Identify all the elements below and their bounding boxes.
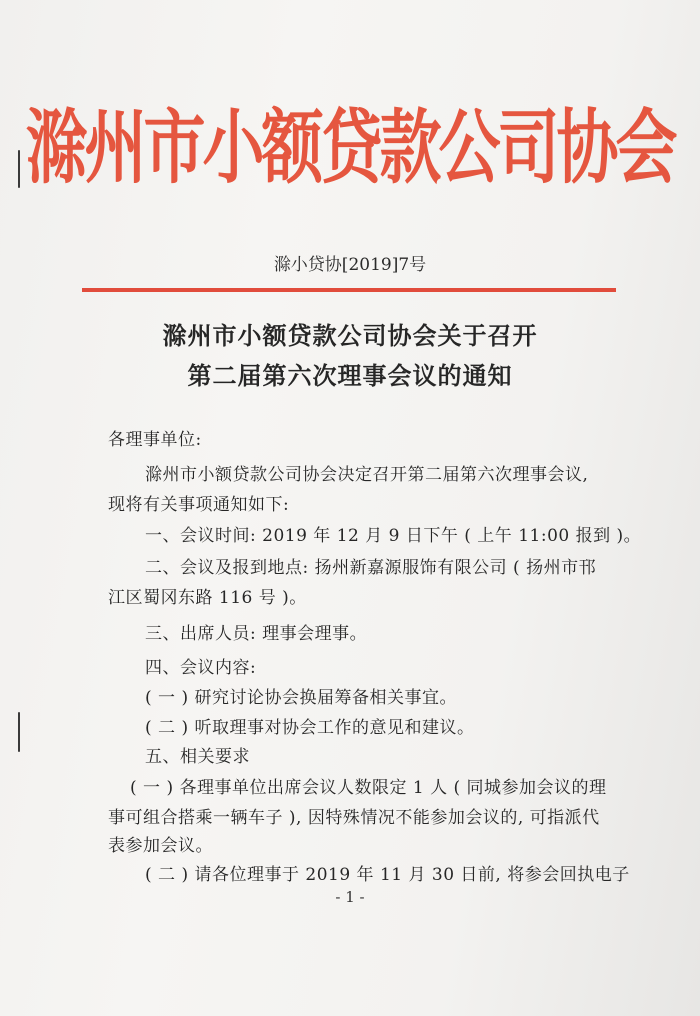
body-line: 三、出席人员: 理事会理事。	[145, 624, 368, 644]
body-line: 现将有关事项通知如下:	[108, 495, 290, 515]
body-line: 事可组合搭乘一辆车子 ), 因特殊情况不能参加会议的, 可指派代	[108, 808, 600, 828]
body-line: 滁州市小额贷款公司协会决定召开第二届第六次理事会议,	[145, 465, 589, 485]
body-line: ( 二 ) 请各位理事于 2019 年 11 月 30 日前, 将参会回执电子	[145, 865, 630, 885]
salutation: 各理事单位:	[108, 430, 202, 450]
body-line: 江区蜀冈东路 116 号 )。	[108, 588, 307, 608]
document-number: 滁小贷协[2019]7号	[273, 255, 427, 275]
notice-title-line-2: 第二届第六次理事会议的通知	[187, 361, 513, 390]
body-line: 五、相关要求	[145, 747, 250, 767]
body-line: 表参加会议。	[108, 836, 213, 856]
notice-title-line-1: 滁州市小额贷款公司协会关于召开	[162, 321, 538, 350]
body-line: ( 一 ) 各理事单位出席会议人数限定 1 人 ( 同城参加会议的理	[130, 778, 607, 798]
masthead-org-name: 滁州市小额贷款公司协会	[25, 100, 675, 196]
red-header-rule	[82, 288, 616, 292]
binding-hole-mark-bottom	[18, 712, 20, 752]
body-line: 二、会议及报到地点: 扬州新嘉源服饰有限公司 ( 扬州市邗	[145, 558, 597, 578]
body-line: ( 二 ) 听取理事对协会工作的意见和建议。	[145, 718, 475, 738]
body-line: ( 一 ) 研究讨论协会换届筹备相关事宜。	[145, 688, 457, 708]
body-line: 四、会议内容:	[145, 658, 257, 678]
body-line: 一、会议时间: 2019 年 12 月 9 日下午 ( 上午 11:00 报到 )。	[145, 526, 642, 546]
page-number: - 1 -	[335, 888, 365, 906]
